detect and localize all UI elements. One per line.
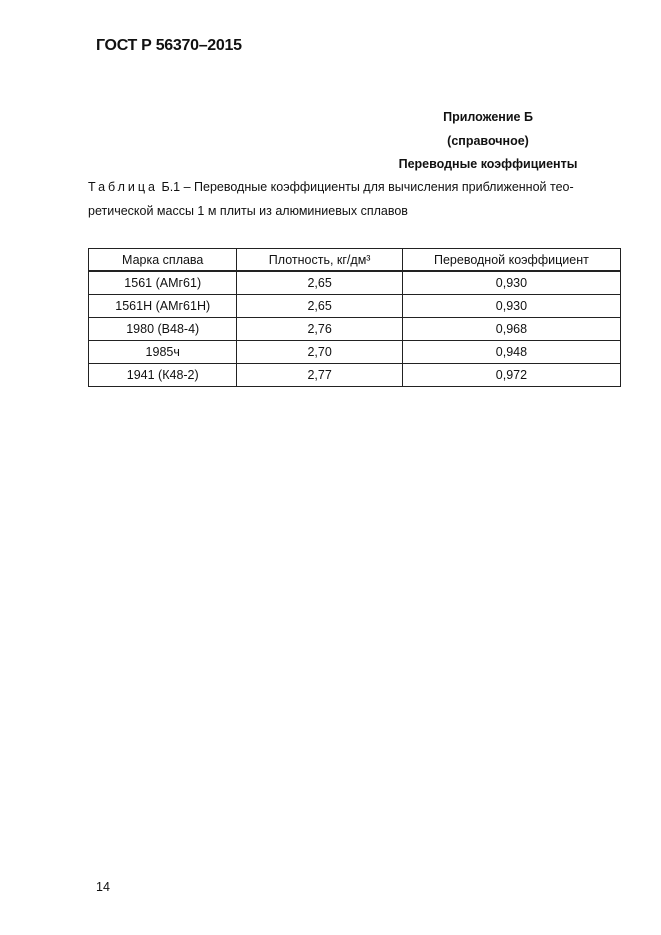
table-row [89, 295, 621, 318]
caption-lead: Таблица [88, 180, 159, 194]
cell-density: 2,65 [237, 295, 402, 318]
caption-line-2: ретической массы 1 м плиты из алюминиевых сплавов [88, 204, 408, 218]
table-caption [88, 175, 623, 223]
cell-density: 2,77 [237, 364, 402, 387]
cell-alloy: 1980 (В48-4) [89, 318, 237, 341]
cell-alloy: 1561Н (АМг61Н) [89, 295, 237, 318]
cell-coefficient: 0,968 [402, 318, 620, 341]
cell-density: 2,70 [237, 341, 402, 364]
section-title: Переводные коэффициенты [398, 157, 578, 171]
table-row [89, 364, 621, 387]
table-row [89, 271, 621, 295]
cell-alloy: 1941 (К48-2) [89, 364, 237, 387]
appendix-title: Приложение Б [443, 110, 533, 124]
cell-alloy: 1985ч [89, 341, 237, 364]
page-number: 14 [96, 880, 110, 894]
appendix-type: (справочное) [447, 134, 529, 148]
cell-density: 2,65 [237, 271, 402, 295]
cell-coefficient: 0,948 [402, 341, 620, 364]
cell-density: 2,76 [237, 318, 402, 341]
cell-coefficient: 0,930 [402, 271, 620, 295]
cell-alloy: 1561 (АМг61) [89, 271, 237, 295]
conversion-table [88, 248, 621, 387]
header-coefficient: Переводной коэффициент [402, 249, 620, 272]
table-header-row [89, 249, 621, 272]
table-row [89, 318, 621, 341]
table-row [89, 341, 621, 364]
header-alloy-grade: Марка сплава [89, 249, 237, 272]
header-density: Плотность, кг/дм³ [237, 249, 402, 272]
caption-line-1: Б.1 – Переводные коэффициенты для вычисления приближенной тео- [158, 180, 574, 194]
document-code: ГОСТ Р 56370–2015 [96, 37, 242, 54]
cell-coefficient: 0,972 [402, 364, 620, 387]
cell-coefficient: 0,930 [402, 295, 620, 318]
